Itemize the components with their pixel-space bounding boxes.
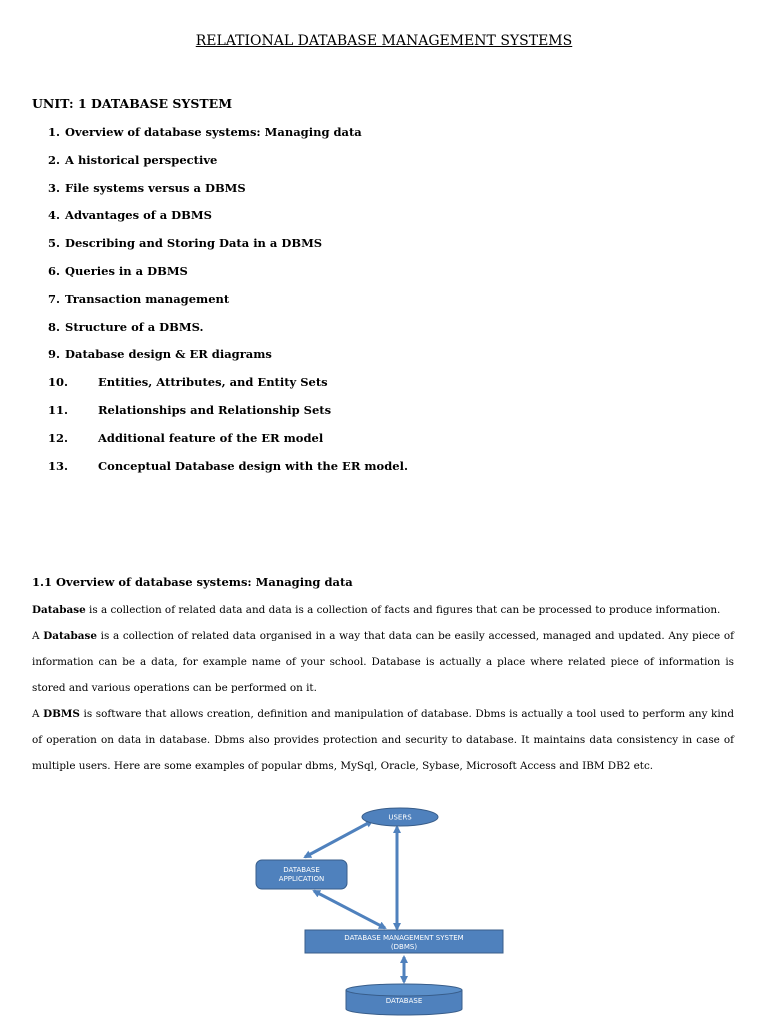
app-label-line2: APPLICATION: [278, 875, 325, 883]
toc-item-text: Overview of database systems: Managing data: [65, 125, 362, 139]
toc-item-text: Advantages of a DBMS: [65, 208, 212, 223]
toc-item: [48, 459, 408, 487]
toc-item-text: Queries in a DBMS: [65, 263, 188, 278]
users-node: [362, 808, 438, 826]
toc-item: [48, 264, 408, 292]
arrow-users-application: [305, 821, 372, 857]
arrow-application-dbms: [314, 891, 385, 928]
toc-item: [48, 347, 408, 375]
toc-item-text: Transaction management: [65, 291, 230, 306]
toc-item-text: Conceptual Database design with the ER model.: [98, 458, 408, 473]
toc-item: [48, 403, 408, 431]
database-application-node: [256, 860, 347, 889]
section-body: [32, 597, 734, 779]
toc-item-text: Structure of a DBMS.: [65, 319, 204, 334]
toc-item-number: 11.: [48, 402, 69, 417]
table-of-contents: [48, 125, 408, 486]
dbms-architecture-diagram: [0, 795, 768, 1024]
toc-item-number: 5.: [48, 236, 61, 251]
paragraph-database-detail: [32, 623, 734, 701]
toc-item: [48, 375, 408, 403]
toc-item: [48, 153, 408, 181]
toc-item-number: 6.: [48, 263, 61, 278]
section-heading: 1.1 Overview of database systems: Managing data: [32, 575, 353, 589]
database-label: DATABASE: [385, 997, 423, 1005]
toc-item: [48, 208, 408, 236]
document-title: RELATIONAL DATABASE MANAGEMENT SYSTEMS: [195, 33, 573, 49]
paragraph-prefix: A: [32, 630, 44, 642]
paragraph-prefix: A: [32, 708, 44, 720]
users-label: USERS: [388, 813, 412, 822]
unit-heading: UNIT: 1 DATABASE SYSTEM: [32, 96, 233, 111]
toc-item: [48, 181, 408, 209]
app-label-line1: DATABASE: [283, 866, 320, 874]
toc-item-number: 8.: [48, 319, 61, 334]
term-database: Database: [32, 604, 86, 616]
toc-item-text: A historical perspective: [65, 152, 218, 167]
paragraph-text: is a collection of related data organised in a way that data can be easily accessed, managed and updated. Any piece of information can be a data, for example name of your school. Database is actually a place where related piece of information is stored and various operations can be performed on it.: [32, 630, 734, 694]
toc-item-number: 13.: [48, 458, 69, 473]
toc-item: [48, 320, 408, 348]
toc-item-text: Database design & ER diagrams: [65, 347, 272, 362]
dbms-node: [305, 930, 503, 953]
toc-item-number: 3.: [48, 180, 61, 195]
toc-item: [48, 236, 408, 264]
paragraph-dbms-definition: [32, 701, 734, 779]
paragraph-database-definition: [32, 597, 734, 623]
dbms-label-line2: (DBMS): [390, 943, 418, 951]
toc-item-number: 4.: [48, 208, 61, 223]
toc-item-text: Entities, Attributes, and Entity Sets: [98, 375, 328, 390]
toc-item: [48, 431, 408, 459]
toc-item-text: Describing and Storing Data in a DBMS: [65, 236, 323, 251]
paragraph-text: is a collection of related data and data is a collection of facts and figures that can be processed to produce information.: [85, 604, 721, 616]
dbms-label-line1: DATABASE MANAGEMENT SYSTEM: [344, 934, 464, 942]
toc-item: [48, 125, 408, 153]
toc-item-text: Additional feature of the ER model: [98, 430, 324, 445]
term-dbms: DBMS: [43, 708, 80, 720]
toc-item-number: 1.: [48, 125, 61, 139]
database-cylinder-icon: [346, 984, 462, 1015]
paragraph-text: is software that allows creation, definition and manipulation of database. Dbms is actually a tool used to perform any kind of operation on data in database. Dbms also provides protection and security to database. It maintains data consistency in case of multiple users. Here are some examples of popular dbms, MySql, Oracle, Sybase, Microsoft Access and IBM DB2 etc.: [32, 708, 734, 772]
toc-item-number: 7.: [48, 291, 61, 306]
toc-item-number: 10.: [48, 375, 69, 390]
toc-item-number: 2.: [48, 152, 61, 167]
toc-item-text: Relationships and Relationship Sets: [98, 402, 332, 417]
toc-item-number: 12.: [48, 430, 69, 445]
toc-item-number: 9.: [48, 347, 61, 362]
toc-item: [48, 292, 408, 320]
toc-item-text: File systems versus a DBMS: [65, 180, 246, 195]
term-database: Database: [43, 630, 97, 642]
